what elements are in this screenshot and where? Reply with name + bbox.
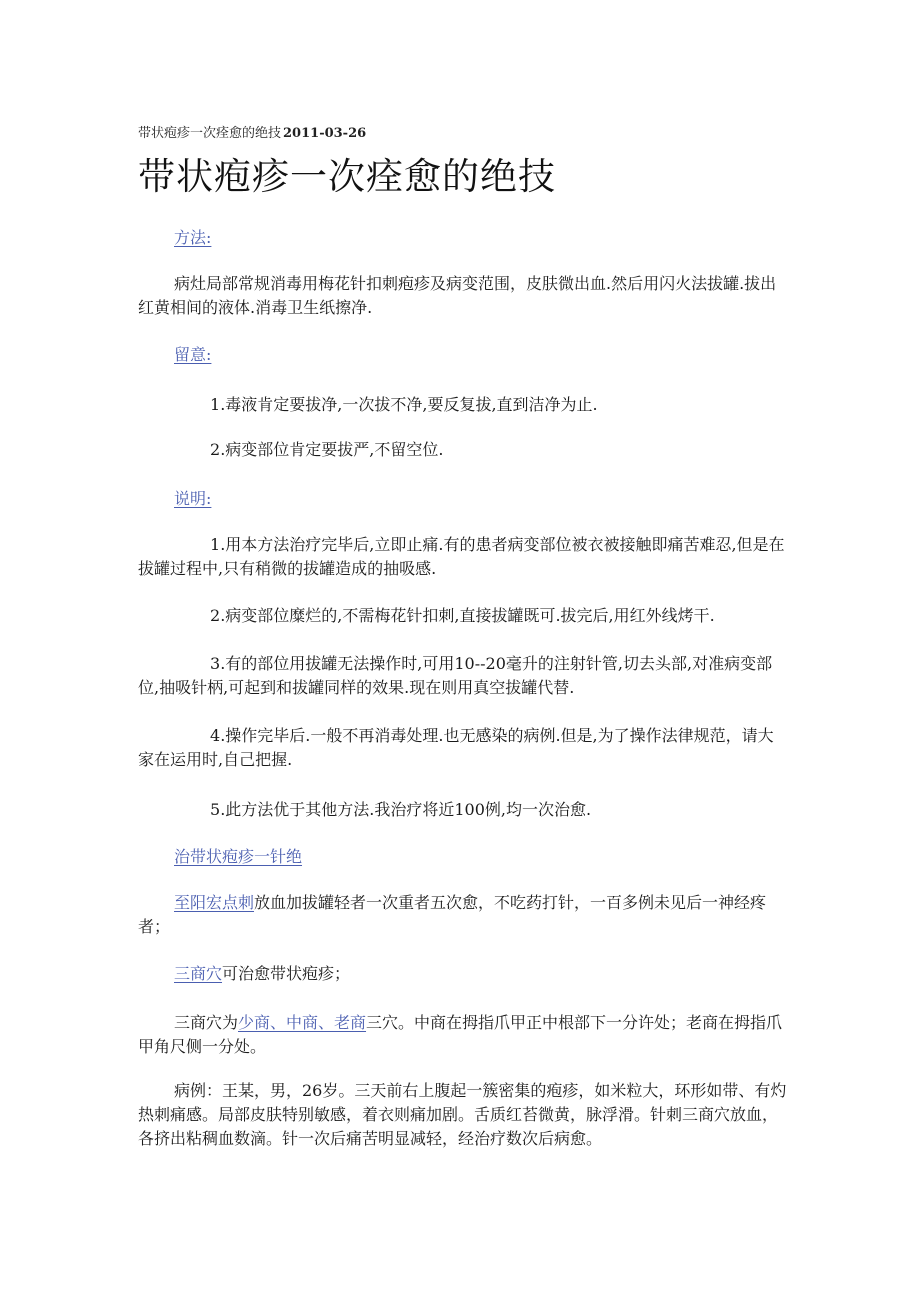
- item-text: .病变部位肯定要拔严,不留空位.: [220, 440, 444, 459]
- section2-paragraph-3: [138, 1011, 788, 1059]
- item-number: 2: [210, 606, 221, 625]
- item-number: 5: [210, 800, 221, 819]
- notes-item: [138, 652, 788, 700]
- meta-date: 2011-03-26: [283, 126, 367, 141]
- zhiyang-link[interactable]: 至阳宏点刺: [174, 893, 255, 912]
- attention-item: [138, 393, 788, 417]
- doc-meta-line: [138, 122, 366, 141]
- notes-item: [138, 724, 788, 772]
- item-number: 1: [210, 395, 221, 414]
- item-number: 4: [210, 726, 221, 745]
- page-title: 带状疱疹一次痊愈的绝技: [138, 155, 556, 198]
- sanshang-link[interactable]: 三商穴: [174, 964, 223, 983]
- item-text: .有的部位用拔罐无法操作时,可用10--20毫升的注射针管,切去头部,对准病变部位,抽吸针柄,可起到和拔罐同样的效果.现在则用真空拔罐代替.: [138, 654, 773, 697]
- section2-paragraph-2: [138, 962, 788, 986]
- item-text: .毒液肯定要拔净,一次拔不净,要反复拔,直到洁净为止.: [220, 395, 598, 414]
- item-text: .病变部位糜烂的,不需梅花针扣刺,直接拔罐既可.拔完后,用红外线烤干.: [220, 606, 715, 625]
- paragraph-text: 三穴。中商在拇指爪甲正中根部下一分许处；老商在拇指爪甲角尺侧一分处。: [138, 1013, 783, 1056]
- section2-heading-link[interactable]: 治带状疱疹一针绝: [174, 847, 303, 866]
- case-paragraph: 病例：王某，男，26岁。三天前右上腹起一簇密集的疱疹，如米粒大，环形如带、有灼热刺痛感。局部皮肤特别敏感，着衣则痛加剧。舌质红苔微黄，脉浮滑。针刺三商穴放血，各挤出粘稠血数滴。针一次后痛苦明显减轻，经治疗数次后病愈。: [138, 1081, 787, 1148]
- attention-heading-link[interactable]: 留意:: [174, 345, 212, 364]
- meta-title: 带状疱疹一次痊愈的绝技: [138, 126, 282, 141]
- notes-heading-link[interactable]: 说明:: [174, 489, 212, 508]
- item-number: 1: [210, 535, 221, 554]
- section2-paragraph-1: [138, 891, 788, 939]
- item-text: .操作完毕后.一般不再消毒处理.也无感染的病例.但是,为了操作法律规范，请大家在运用时,自己把握.: [138, 726, 774, 769]
- notes-item: [138, 533, 788, 581]
- item-text: .此方法优于其他方法.我治疗将近100例,均一次治愈.: [220, 800, 592, 819]
- paragraph-text: 可治愈带状疱疹；: [222, 964, 351, 983]
- notes-item: [138, 604, 788, 628]
- item-text: .用本方法治疗完毕后,立即止痛.有的患者病变部位被衣被接触即痛苦难忍,但是在拔罐过程中,只有稍微的拔罐造成的抽吸感.: [138, 535, 785, 578]
- notes-item: [138, 798, 788, 822]
- item-number: 2: [210, 440, 221, 459]
- method-heading-link[interactable]: 方法:: [174, 228, 212, 247]
- item-number: 3: [210, 654, 221, 673]
- attention-item: [138, 438, 788, 462]
- paragraph-text: 放血加拔罐轻者一次重者五次愈，不吃药打针，一百多例未见后一神经疼者；: [138, 893, 767, 936]
- paragraph-text: 三商穴为: [174, 1013, 239, 1032]
- method-paragraph: 病灶局部常规消毒用梅花针扣刺疱疹及病变范围，皮肤微出血.然后用闪火法拔罐.拔出红黄相间的液体.消毒卫生纸擦净.: [138, 274, 777, 317]
- acupoints-link[interactable]: 少商、中商、老商: [238, 1013, 367, 1032]
